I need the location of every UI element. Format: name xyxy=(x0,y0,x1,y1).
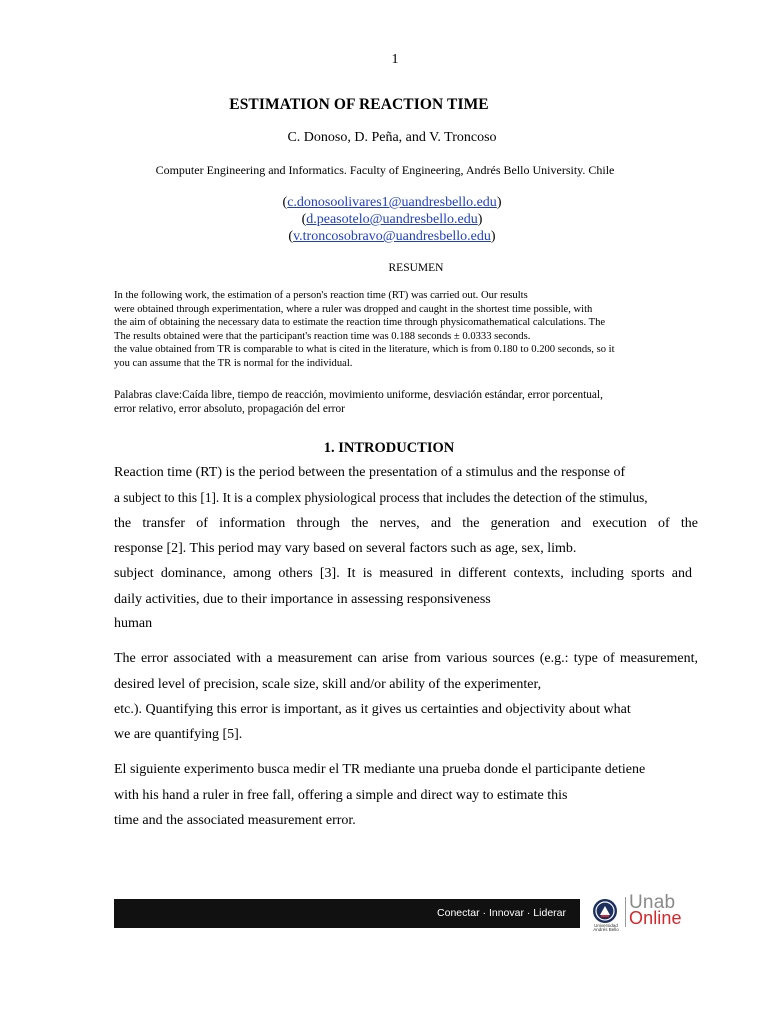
abstract-line: the value obtained from TR is comparable to what is cited in the literature, which is from 0.180 to 0.200 seconds, so it xyxy=(114,344,615,356)
logo-text-unab: Unab xyxy=(629,892,676,913)
abstract-line: you can assume that the TR is normal for the individual. xyxy=(114,357,353,369)
abstract-line: the aim of obtaining the necessary data to estimate the reaction time through physicomathematical calculations. The xyxy=(114,317,606,329)
university-seal-icon xyxy=(592,898,618,924)
paragraph-line: El siguiente experimento busca medir el TR mediante una prueba donde el participante detiene xyxy=(114,762,646,777)
abstract xyxy=(114,289,689,371)
paragraph-line: time and the associated measurement error. xyxy=(114,813,356,828)
abstract-line: were obtained through experimentation, where a ruler was dropped and caught in the shortest time possible, with xyxy=(114,303,593,315)
paragraph-line: response [2]. This period may vary based on several factors such as age, sex, limb. xyxy=(114,541,577,556)
keywords-line: error relativo, error absoluto, propagación del error xyxy=(114,403,345,416)
paper-title: ESTIMATION OF REACTION TIME xyxy=(229,96,489,113)
paragraph-line: a subject to this [1]. It is a complex physiological process that includes the detection of the stimulus, xyxy=(114,490,648,505)
paragraph-line: we are quantifying [5]. xyxy=(114,727,243,742)
abstract-heading: RESUMEN xyxy=(388,262,444,274)
email-line-1: (c.donosoolivares1@uandresbello.edu) xyxy=(282,195,502,210)
footer-bar xyxy=(114,899,580,928)
email-link-3[interactable]: v.troncosobravo@uandresbello.edu xyxy=(293,229,491,244)
abstract-line: The results obtained were that the participant's reaction time was 0.188 seconds ± 0.0333 seconds. xyxy=(114,330,531,342)
email-link-2[interactable]: d.peasotelo@uandresbello.edu xyxy=(306,212,478,227)
page-number: 1 xyxy=(391,52,399,67)
keywords-line: Palabras clave:Caída libre, tiempo de reacción, movimiento uniforme, desviación estándar, error porcentual, xyxy=(114,389,603,401)
paragraph-line: the transfer of information through the nerves, and the generation and execution of the xyxy=(114,516,698,531)
paragraph-line: Reaction time (RT) is the period between the presentation of a stimulus and the response of xyxy=(114,465,626,480)
abstract-line: In the following work, the estimation of a person's reaction time (RT) was carried out. Our results xyxy=(114,290,528,301)
email-list xyxy=(0,194,768,245)
paragraph-line: with his hand a ruler in free fall, offering a simple and direct way to estimate this xyxy=(114,788,568,803)
unab-online-logo xyxy=(588,892,688,935)
paragraph-line: daily activities, due to their importance in assessing responsiveness xyxy=(114,592,491,607)
seal-caption-line: Universidad xyxy=(594,923,618,928)
seal-caption xyxy=(588,924,624,932)
affiliation: Computer Engineering and Informatics. Faculty of Engineering, Andrés Bello University. Chile xyxy=(155,163,615,177)
paragraph-line: human xyxy=(114,616,153,631)
logo-text-online: Online xyxy=(629,908,682,928)
section-heading-introduction: 1. INTRODUCTION xyxy=(323,440,455,456)
email-line-3: (v.troncosobravo@uandresbello.edu) xyxy=(288,229,496,244)
seal-caption-line: Andrés Bello xyxy=(593,927,619,932)
keywords xyxy=(114,388,674,417)
paragraph-line: etc.). Quantifying this error is important, as it gives us certainties and objectivity about what xyxy=(114,702,631,717)
logo-divider xyxy=(625,897,626,927)
email-line-2: (d.peasotelo@uandresbello.edu) xyxy=(301,212,483,227)
footer-slogan: Conectar · Innovar · Liderar xyxy=(437,907,566,919)
authors: C. Donoso, D. Peña, and V. Troncoso xyxy=(287,130,497,145)
paragraph-line: The error associated with a measurement can arise from various sources (e.g.: type of measurement, xyxy=(114,651,698,666)
email-link-1[interactable]: c.donosoolivares1@uandresbello.edu xyxy=(287,195,497,210)
paragraph-line: subject dominance, among others [3]. It is measured in different contexts, including sports and xyxy=(114,566,692,581)
paragraph-line: desired level of precision, scale size, skill and/or ability of the experimenter, xyxy=(114,677,542,692)
